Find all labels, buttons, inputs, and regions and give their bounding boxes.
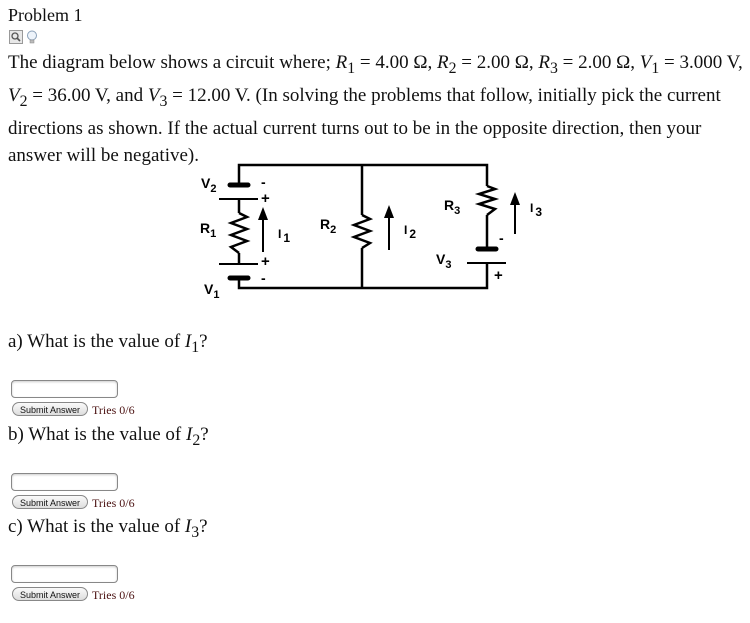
arrow-i1 <box>258 207 268 252</box>
arrow-i3 <box>510 192 520 234</box>
label-r1: $R_1$ <box>200 220 217 240</box>
label-v3: $V_3$ <box>436 251 452 271</box>
v1-plus: + <box>261 253 270 270</box>
resistor-r2 <box>354 215 370 248</box>
submit-answer-button-a[interactable]: Submit Answer <box>12 402 88 416</box>
question-a: a) What is the value of $I_1$? <box>8 331 208 356</box>
v1-minus: - <box>261 270 266 286</box>
resistor-r1 <box>231 213 247 253</box>
question-c: c) What is the value of $I_3$? <box>8 516 208 541</box>
answer-input-c[interactable] <box>11 565 118 583</box>
label-i2: I 2 <box>404 223 417 241</box>
question-b: b) What is the value of $I_2$? <box>8 424 209 449</box>
tries-count-a: Tries 0/6 <box>92 403 135 417</box>
v2-plus: + <box>261 190 270 207</box>
battery-v1 <box>219 264 258 278</box>
answer-input-a[interactable] <box>11 380 118 398</box>
label-v2: $V_2$ <box>201 175 217 195</box>
submit-answer-button-c[interactable]: Submit Answer <box>12 587 88 601</box>
v2-minus: - <box>261 174 266 190</box>
problem-statement: The diagram below shows a circuit where; $R_1 = 4.00$ Ω, $R_2 = 2.00$ Ω, $R_3 = 2.00$ Ω, $V_1 = 3.000$ V, $V_2 = 36.00$ V, and $V_3 = 12.00$ V. (In solving the problems that follow, initially pick the current directions as shown. If the actual current turns out to be in the opposite direction, then your answer will be negative). <box>8 52 743 166</box>
problem-title: Problem 1 <box>8 5 83 25</box>
answer-input-b[interactable] <box>11 473 118 491</box>
battery-v2 <box>219 185 258 199</box>
label-i1: I 1 <box>278 227 291 245</box>
label-v1: $V_1$ <box>204 281 220 301</box>
resistor-r3 <box>479 186 495 215</box>
label-r3: $R_3$ <box>444 197 461 217</box>
v3-plus: + <box>494 267 503 284</box>
arrow-i2 <box>384 205 394 250</box>
battery-v3 <box>467 249 506 263</box>
label-i3: I 3 <box>530 201 543 219</box>
label-r2: $R_2$ <box>320 216 337 236</box>
tries-count-c: Tries 0/6 <box>92 588 135 602</box>
v3-minus: - <box>499 230 504 246</box>
submit-answer-button-b[interactable]: Submit Answer <box>12 495 88 509</box>
tries-count-b: Tries 0/6 <box>92 496 135 510</box>
